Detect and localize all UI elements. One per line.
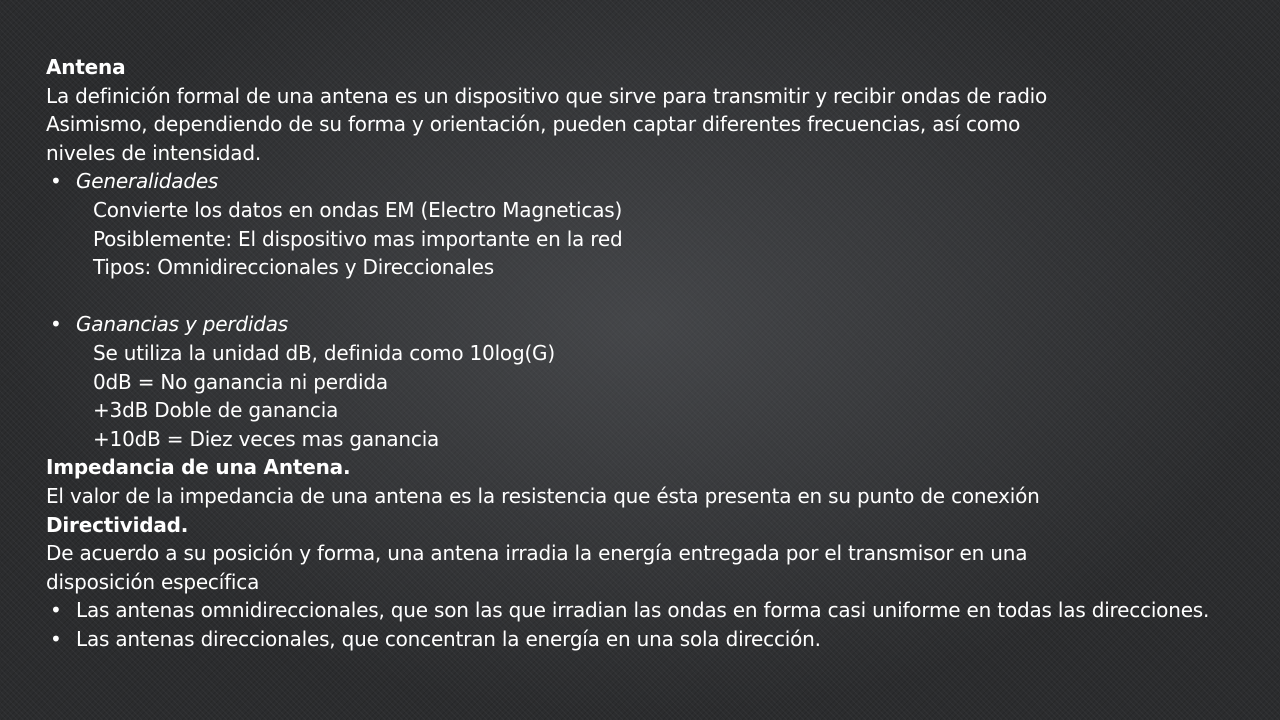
generalidades-title: Generalidades — [76, 169, 219, 194]
ganancias-title: Ganancias y perdidas — [76, 312, 288, 337]
bullet-dot: • — [50, 626, 62, 651]
slide-content — [46, 53, 1266, 653]
bullet-direccionales — [46, 625, 1266, 654]
bullet-ganancias — [46, 310, 1266, 339]
heading-antena: Antena — [46, 55, 126, 79]
ganancias-item: +3dB Doble de ganancia — [93, 398, 339, 423]
definition-line-3: niveles de intensidad. — [46, 140, 262, 165]
impedancia-text: El valor de la impedancia de una antena es la resistencia que ésta presenta en su punto de conexión — [46, 483, 1040, 508]
direccionales-text: Las antenas direccionales, que concentran la energía en una sola dirección. — [76, 626, 821, 651]
directividad-line-1: De acuerdo a su posición y forma, una antena irradia la energía entregada por el transmisor en una — [46, 541, 1028, 566]
directividad-line-2: disposición específica — [46, 569, 260, 594]
generalidades-item: Tipos: Omnidireccionales y Direccionales — [93, 255, 494, 280]
bullet-dot: • — [50, 598, 62, 623]
bullet-dot: • — [50, 312, 62, 337]
bullet-generalidades — [46, 167, 1266, 196]
spacer — [46, 282, 1266, 311]
bullet-omnidireccionales — [46, 596, 1236, 625]
ganancias-item: 0dB = No ganancia ni perdida — [93, 369, 388, 394]
omnidireccionales-text: Las antenas omnidireccionales, que son las que irradian las ondas en forma casi uniforme en todas las direcciones. — [76, 598, 1210, 623]
definition-line-1: La definición formal de una antena es un dispositivo que sirve para transmitir y recibir ondas de radio — [46, 83, 1048, 108]
heading-directividad: Directividad. — [46, 512, 189, 537]
generalidades-item: Posiblemente: El dispositivo mas importante en la red — [93, 226, 623, 251]
bullet-dot: • — [50, 169, 62, 194]
ganancias-item: +10dB = Diez veces mas ganancia — [93, 426, 440, 451]
ganancias-item: Se utiliza la unidad dB, definida como 10log(G) — [93, 340, 555, 365]
heading-impedancia: Impedancia de una Antena. — [46, 455, 351, 480]
definition-line-2: Asimismo, dependiendo de su forma y orientación, pueden captar diferentes frecuencias, así como — [46, 112, 1021, 137]
generalidades-item: Convierte los datos en ondas EM (Electro Magneticas) — [93, 197, 623, 222]
